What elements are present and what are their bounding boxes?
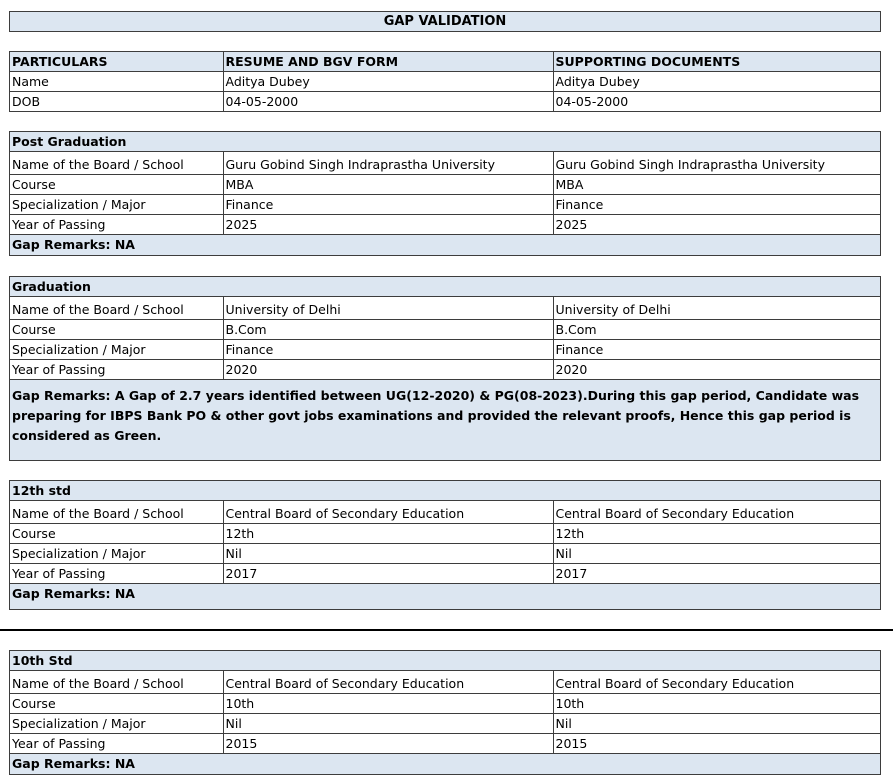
- gap-remarks: Gap Remarks: A Gap of 2.7 years identified between UG(12-2020) & PG(08-2023).During this gap period, Candidate was preparing for IBPS Bank PO & other govt jobs examinations and provided the relevant proofs, Hence this gap period is considered as Green.: [10, 380, 880, 461]
- row-label: Specialization / Major: [10, 714, 223, 734]
- row-resume-value: University of Delhi: [223, 297, 553, 320]
- header-supporting-docs: SUPPORTING DOCUMENTS: [553, 52, 880, 72]
- row-resume-value: 2025: [223, 215, 553, 235]
- row-docs-value: 04-05-2000: [553, 92, 880, 112]
- row-resume-value: 2020: [223, 360, 553, 380]
- row-label: Year of Passing: [10, 564, 223, 584]
- row-docs-value: Guru Gobind Singh Indraprastha University: [553, 152, 880, 175]
- row-resume-value: Finance: [223, 340, 553, 360]
- row-docs-value: Central Board of Secondary Education: [553, 501, 880, 524]
- section-title: Graduation: [10, 277, 880, 297]
- section-title: Post Graduation: [10, 132, 880, 152]
- gap-remarks: Gap Remarks: NA: [10, 584, 880, 610]
- row-label: Year of Passing: [10, 215, 223, 235]
- row-label: Name of the Board / School: [10, 671, 223, 694]
- row-resume-value: 2017: [223, 564, 553, 584]
- row-docs-value: Central Board of Secondary Education: [553, 671, 880, 694]
- row-label: Name of the Board / School: [10, 297, 223, 320]
- row-resume-value: Nil: [223, 544, 553, 564]
- row-resume-value: Nil: [223, 714, 553, 734]
- section-post-graduation: [9, 131, 881, 256]
- row-docs-value: 2017: [553, 564, 880, 584]
- row-label: Name: [10, 72, 223, 92]
- row-label: Specialization / Major: [10, 340, 223, 360]
- row-resume-value: 10th: [223, 694, 553, 714]
- row-docs-value: 12th: [553, 524, 880, 544]
- row-docs-value: 10th: [553, 694, 880, 714]
- page-title: GAP VALIDATION: [9, 11, 881, 32]
- row-docs-value: Aditya Dubey: [553, 72, 880, 92]
- row-resume-value: 12th: [223, 524, 553, 544]
- row-label: Year of Passing: [10, 360, 223, 380]
- row-label: Name of the Board / School: [10, 501, 223, 524]
- header-resume-bgv: RESUME AND BGV FORM: [223, 52, 553, 72]
- row-docs-value: B.Com: [553, 320, 880, 340]
- page-break-divider: [0, 629, 893, 631]
- row-label: Specialization / Major: [10, 195, 223, 215]
- row-label: Year of Passing: [10, 734, 223, 754]
- row-resume-value: Aditya Dubey: [223, 72, 553, 92]
- row-resume-value: Finance: [223, 195, 553, 215]
- row-resume-value: Guru Gobind Singh Indraprastha University: [223, 152, 553, 175]
- row-docs-value: Finance: [553, 340, 880, 360]
- row-label: Course: [10, 524, 223, 544]
- section-title: 12th std: [10, 481, 880, 501]
- row-docs-value: 2015: [553, 734, 880, 754]
- row-label: Course: [10, 320, 223, 340]
- section-graduation: [9, 276, 881, 461]
- row-resume-value: 2015: [223, 734, 553, 754]
- row-resume-value: 04-05-2000: [223, 92, 553, 112]
- row-label: Specialization / Major: [10, 544, 223, 564]
- section-10th-std: [9, 650, 881, 775]
- row-label: Name of the Board / School: [10, 152, 223, 175]
- row-docs-value: Finance: [553, 195, 880, 215]
- row-docs-value: 2020: [553, 360, 880, 380]
- row-label: Course: [10, 175, 223, 195]
- section-title: 10th Std: [10, 651, 880, 671]
- row-label: Course: [10, 694, 223, 714]
- row-docs-value: University of Delhi: [553, 297, 880, 320]
- row-docs-value: Nil: [553, 544, 880, 564]
- particulars-table: [9, 51, 881, 112]
- row-resume-value: Central Board of Secondary Education: [223, 501, 553, 524]
- row-resume-value: MBA: [223, 175, 553, 195]
- row-docs-value: Nil: [553, 714, 880, 734]
- row-docs-value: 2025: [553, 215, 880, 235]
- row-label: DOB: [10, 92, 223, 112]
- section-12th-std: [9, 480, 881, 610]
- row-resume-value: Central Board of Secondary Education: [223, 671, 553, 694]
- row-docs-value: MBA: [553, 175, 880, 195]
- row-resume-value: B.Com: [223, 320, 553, 340]
- gap-remarks: Gap Remarks: NA: [10, 235, 880, 256]
- gap-remarks: Gap Remarks: NA: [10, 754, 880, 775]
- header-particulars: PARTICULARS: [10, 52, 223, 72]
